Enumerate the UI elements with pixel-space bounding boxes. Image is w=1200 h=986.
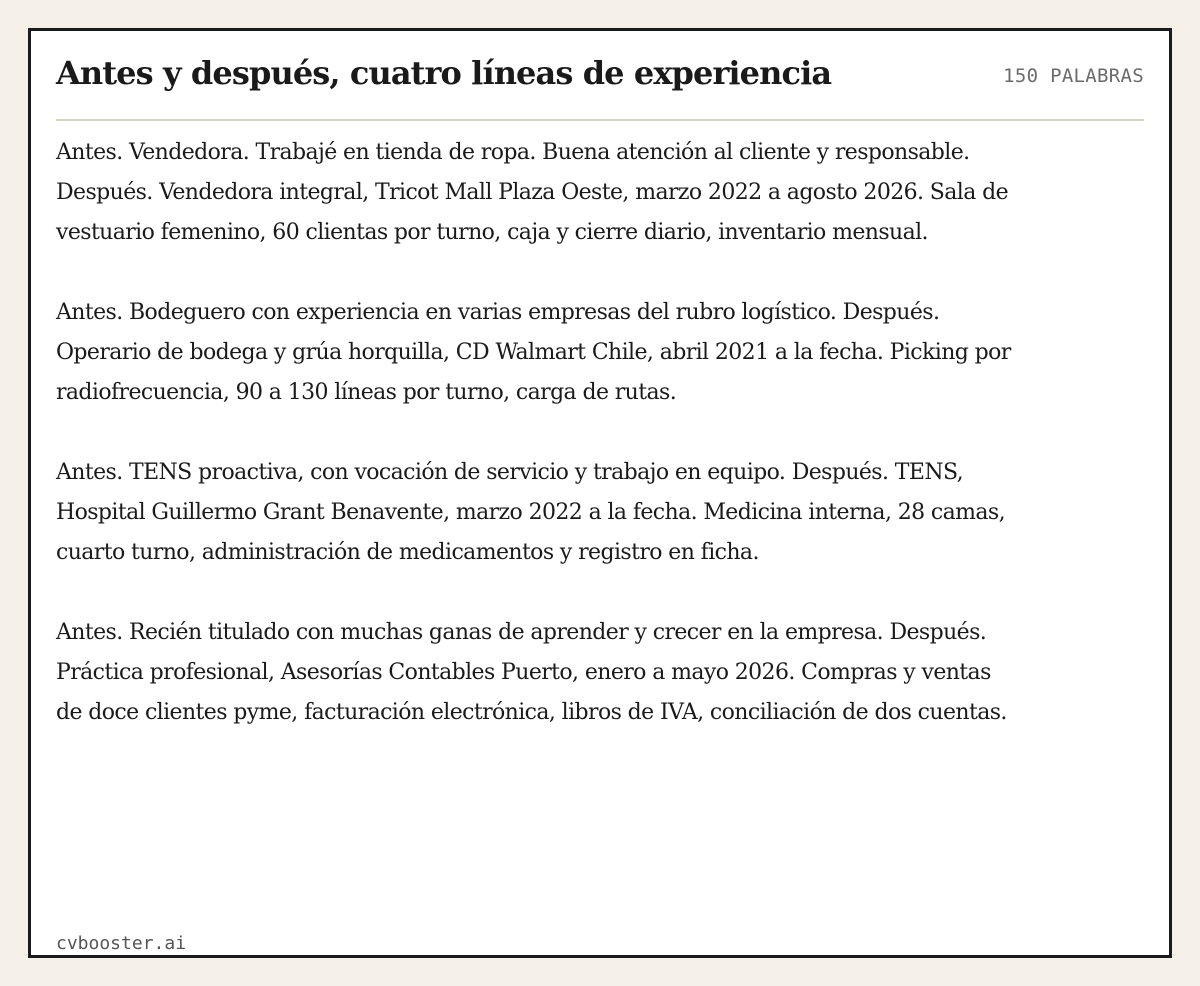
brand-footer: cvbooster.ai [56,933,187,954]
experience-list [56,133,1016,773]
experience-entry-accounting: Antes. Recién titulado con muchas ganas de aprender y crecer en la empresa. Después. Práctica profesional, Asesorías Contables Puerto, enero a mayo 2026. Compras y ventas de doce clientes pyme, facturación electrónica, libros de IVA, conciliación de dos cuentas. [56,620,1007,725]
experience-card [28,28,1172,958]
experience-entry-retail: Antes. Vendedora. Trabajé en tienda de ropa. Buena atención al cliente y responsable. Después. Vendedora integral, Tricot Mall Plaza Oeste, marzo 2022 a agosto 2026. Sala de vestuario femenino, 60 clientas por turno, caja y cierre diario, inventario mensual. [56,140,1009,245]
word-count-badge: 150 PALABRAS [1003,65,1144,87]
page-title: Antes y después, cuatro líneas de experiencia [56,54,832,92]
experience-entry-warehouse: Antes. Bodeguero con experiencia en varias empresas del rubro logístico. Después. Operario de bodega y grúa horquilla, CD Walmart Chile, abril 2021 a la fecha. Picking por radiofrecuencia, 90 a 130 líneas por turno, carga de rutas. [56,300,1011,405]
experience-entry-healthcare: Antes. TENS proactiva, con vocación de servicio y trabajo en equipo. Después. TENS, Hospital Guillermo Grant Benavente, marzo 2022 a la fecha. Medicina interna, 28 camas, cuarto turno, administración de medicamentos y registro en ficha. [56,460,1006,565]
card-header [56,31,1144,121]
